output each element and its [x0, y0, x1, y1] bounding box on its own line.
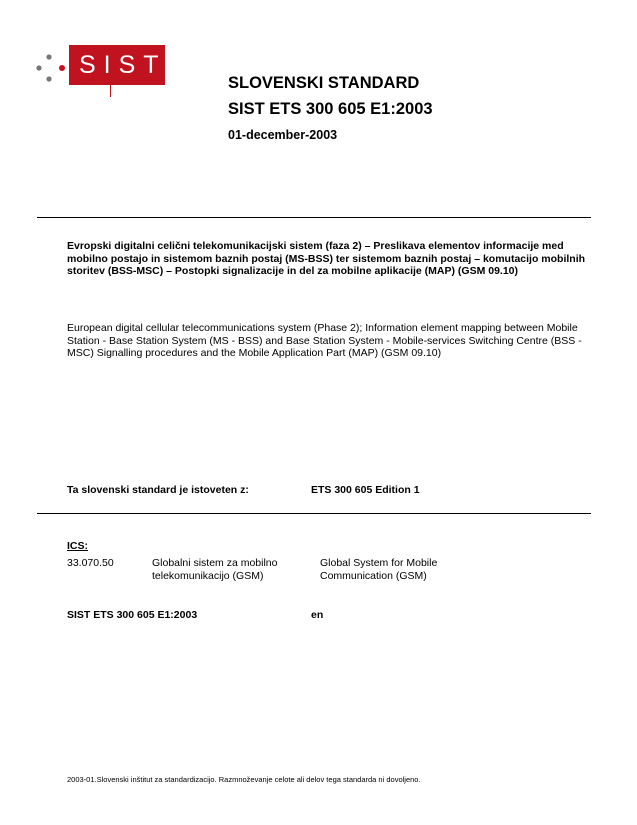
- divider-middle: [37, 513, 591, 514]
- ics-label: ICS:: [67, 540, 88, 552]
- title-slovenian: Evropski digitalni celični telekomunikacijski sistem (faza 2) – Preslikava elementov informacije med mobilno postajo in sistemom baznih postaj (MS-BSS) ter sistemom baznih postaj – komutacijo mobilnih storitev (BSS-MSC) – Postopki signalizacije in del za mobilne aplikacije (MAP) (GSM 09.10): [67, 240, 586, 277]
- ics-description-english: Global System for Mobile Communication (GSM): [320, 557, 438, 582]
- copyright-footer: 2003-01.Slovenski inštitut za standardizacijo. Razmnoževanje celote ali delov tega standarda ni dovoljeno.: [67, 775, 421, 784]
- logo-divider: [110, 85, 111, 97]
- document-language: en: [311, 609, 324, 621]
- standard-code: SIST ETS 300 605 E1:2003: [228, 100, 433, 118]
- document-code: SIST ETS 300 605 E1:2003: [67, 609, 198, 621]
- equivalence-value: ETS 300 605 Edition 1: [311, 484, 420, 496]
- equivalence-label: Ta slovenski standard je istoveten z:: [67, 484, 249, 496]
- ics-code: 33.070.50: [67, 557, 114, 569]
- logo-dots-icon: [36, 54, 66, 88]
- title-english: European digital cellular telecommunications system (Phase 2); Information element mapping between Mobile Station - Base Station System (MS - BSS) and Base Station System - Mobile-services Switching Centre (BSS - MSC) Signalling procedures and the Mobile Application Part (MAP) (GSM 09.10): [67, 322, 582, 359]
- sist-logo: SIST: [69, 45, 165, 85]
- ics-description-slovenian: Globalni sistem za mobilno telekomunikacijo (GSM): [152, 557, 278, 582]
- standard-heading: SLOVENSKI STANDARD: [228, 74, 420, 92]
- standard-date: 01-december-2003: [228, 128, 338, 142]
- divider-top: [37, 217, 591, 218]
